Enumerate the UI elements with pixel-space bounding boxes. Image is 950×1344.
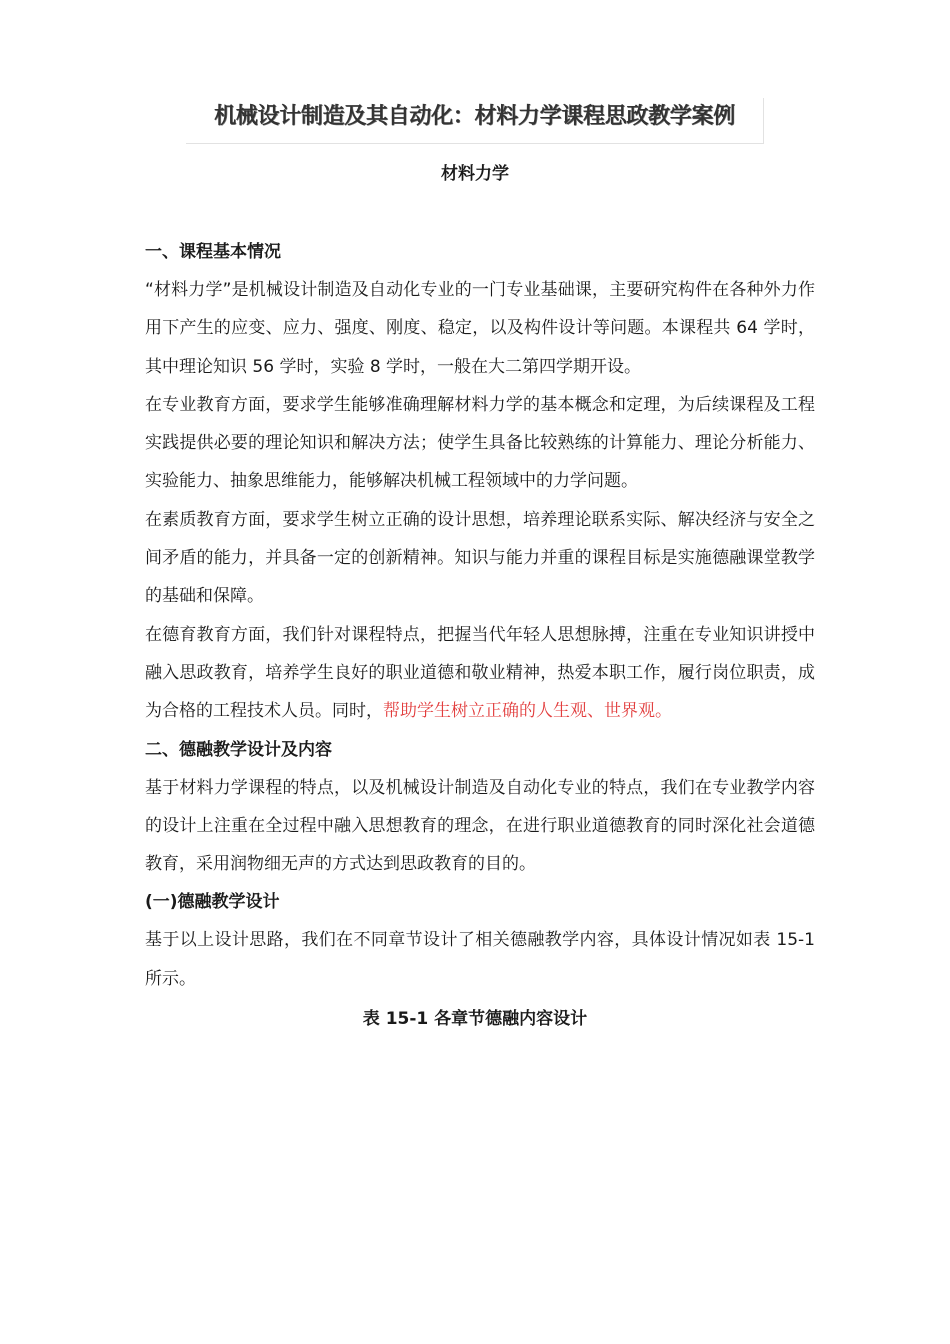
paragraph-moral-education	[145, 616, 815, 731]
section-heading-teaching-design: 二、德融教学设计及内容	[145, 739, 332, 760]
paragraph-professional-education: 在专业教育方面，要求学生能够准确理解材料力学的基本概念和定理，为后续课程及工程实践提供必要的理论知识和解决方法；使学生具备比较熟练的计算能力、理论分析能力、实验能力、抽象思维能力，能够解决机械工程领域中的力学问题。	[145, 394, 815, 492]
subsection-heading-design: (一)德融教学设计	[145, 892, 280, 913]
document-body	[145, 233, 815, 1038]
course-subtitle: 材料力学	[441, 164, 509, 184]
paragraph-course-intro: “材料力学”是机械设计制造及自动化专业的一门专业基础课，主要研究构件在各种外力作用下产生的应变、应力、强度、刚度、稳定，以及构件设计等问题。本课程共 64 学时，其中理论知识 56 学时，实验 8 学时，一般在大二第四学期开设。	[145, 280, 815, 377]
paragraph-quality-education: 在素质教育方面，要求学生树立正确的设计思想，培养理论联系实际、解决经济与安全之间矛盾的能力，并具备一定的创新精神。知识与能力并重的课程目标是实施德融课堂教学的基础和保障。	[145, 509, 815, 607]
paragraph-design-intro: 基于材料力学课程的特点，以及机械设计制造及自动化专业的特点，我们在专业教学内容的设计上注重在全过程中融入思想教育的理念，在进行职业道德教育的同时深化社会道德教育，采用润物细无声的方式达到思政教育的目的。	[145, 777, 815, 875]
section-heading-basic-info: 一、课程基本情况	[145, 242, 281, 262]
document-title: 机械设计制造及其自动化：材料力学课程思政教学案例	[186, 98, 764, 144]
paragraph-design-detail: 基于以上设计思路，我们在不同章节设计了相关德融教学内容，具体设计情况如表 15-1 所示。	[145, 930, 815, 989]
table-caption: 表 15-1 各章节德融内容设计	[362, 1009, 588, 1030]
highlighted-text: 帮助学生树立正确的人生观、世界观。	[383, 701, 672, 722]
moral-education-text: 在德育教育方面，我们针对课程特点，把握当代年轻人思想脉搏，注重在专业知识讲授中融入思政教育，培养学生良好的职业道德和敬业精神，热爱本职工作，履行岗位职责，成为合格的工程技术人员。同时，	[145, 624, 815, 722]
